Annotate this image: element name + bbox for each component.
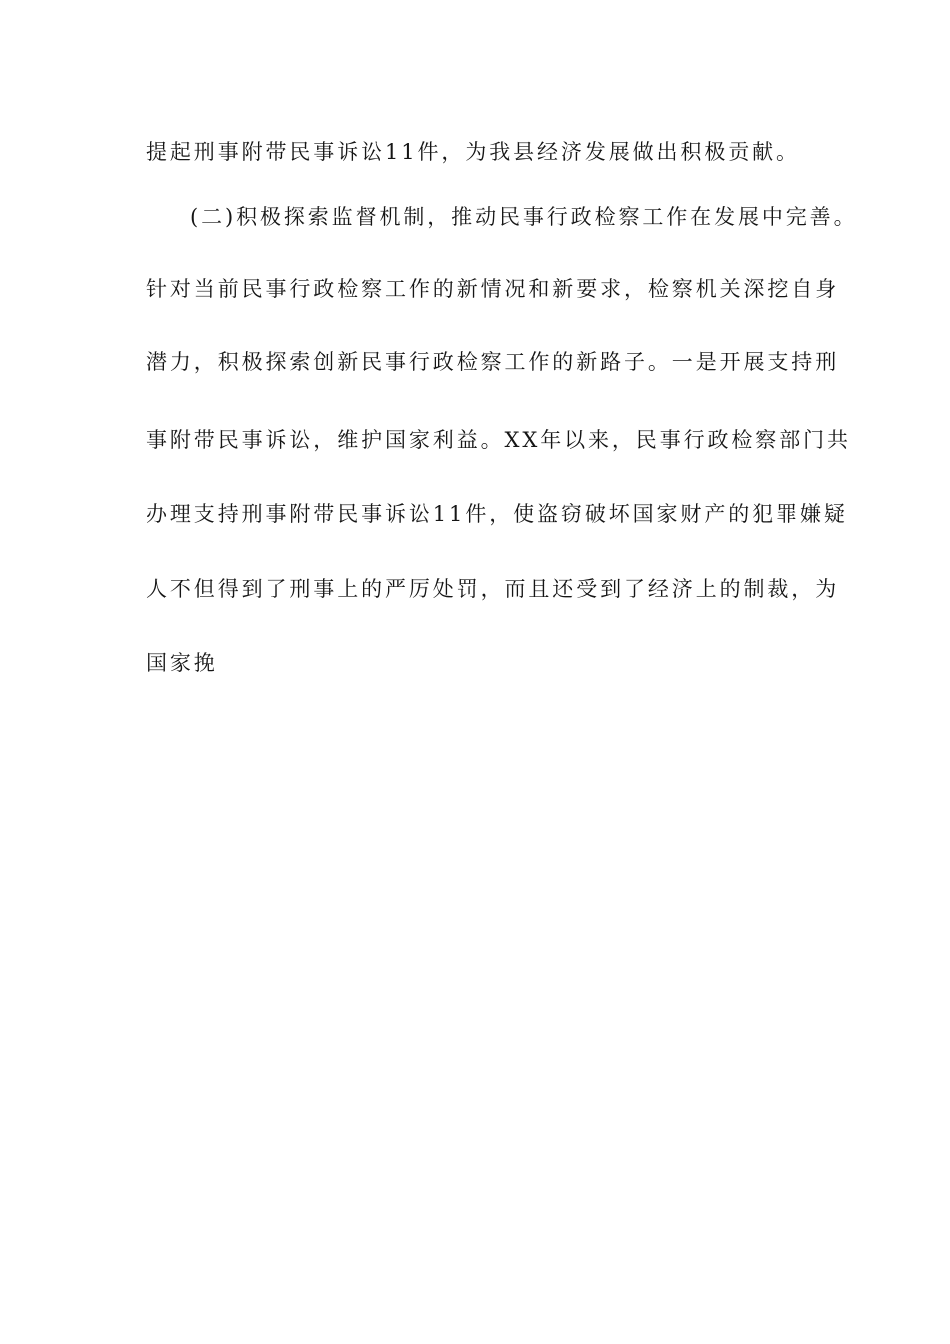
paragraph-line-6: 办理支持刑事附带民事诉讼11件，使盗窃破坏国家财产的犯罪嫌疑 [146, 502, 848, 526]
section-heading-line: (二)积极探索监督机制，推动民事行政检察工作在发展中完善。 [190, 205, 858, 229]
paragraph-line-4: 潜力，积极探索创新民事行政检察工作的新路子。一是开展支持刑 [146, 350, 840, 374]
paragraph-line-7: 人不但得到了刑事上的严厉处罚，而且还受到了经济上的制裁，为 [146, 577, 840, 601]
paragraph-line-3: 针对当前民事行政检察工作的新情况和新要求，检察机关深挖自身 [146, 277, 840, 301]
paragraph-line-8: 国家挽 [146, 651, 218, 675]
paragraph-line-5: 事附带民事诉讼，维护国家利益。XX年以来，民事行政检察部门共 [146, 428, 851, 452]
paragraph-line-1: 提起刑事附带民事诉讼11件，为我县经济发展做出积极贡献。 [146, 140, 800, 164]
